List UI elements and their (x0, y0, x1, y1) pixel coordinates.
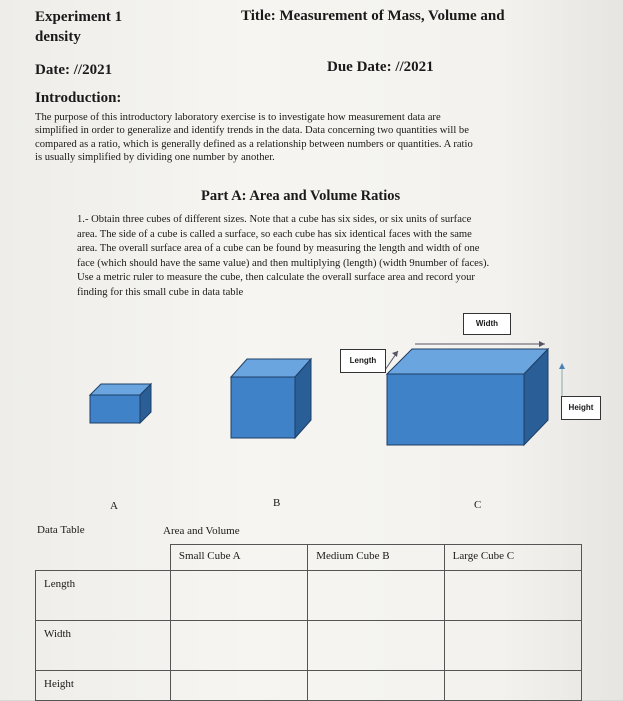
table-input-cell[interactable] (444, 571, 581, 621)
part-a-instructions (77, 213, 587, 301)
intro-line: The purpose of this introductory laboratory exercise is to investigate how measurement data are (35, 112, 441, 123)
table-header-row (36, 545, 582, 571)
large-cube-c (387, 349, 548, 445)
introduction-heading: Introduction: (35, 90, 122, 106)
instruction-line: face (which should have the same value) and then multiplying (length) (width 9number of faces). (77, 257, 490, 269)
table-input-cell[interactable] (308, 621, 444, 671)
instruction-line: area. The side of a cube is called a surface, so each cube has six identical faces with the same (77, 228, 472, 240)
small-cube-a (90, 384, 151, 423)
row-label-cell: Length (36, 571, 171, 621)
document-title: Title: Measurement of Mass, Volume and (241, 8, 505, 24)
medium-cube-b (231, 359, 311, 438)
instruction-line: finding for this small cube in data table (77, 286, 244, 298)
intro-line: is usually simplified by dividing one number by another. (35, 152, 275, 164)
table-row (36, 621, 582, 671)
table-input-cell[interactable] (308, 671, 444, 701)
instruction-line: Use a metric ruler to measure the cube, then calculate the overall surface area and record your (77, 272, 475, 284)
table-header-cell: Medium Cube B (308, 545, 444, 571)
cube-label-c: C (474, 499, 482, 511)
instruction-line: area. The overall surface area of a cube can be found by measuring the length and width of one (77, 243, 480, 255)
table-row (36, 571, 582, 621)
date-field: Date: //2021 (35, 62, 113, 78)
table-header-cell: Small Cube A (170, 545, 307, 571)
table-input-cell[interactable] (308, 571, 444, 621)
cube-label-a: A (110, 500, 118, 512)
data-table-title: Data Table (37, 524, 85, 536)
experiment-label-line2: density (35, 29, 81, 45)
table-input-cell[interactable] (170, 571, 307, 621)
table-input-cell[interactable] (170, 671, 307, 701)
row-label-cell: Width (36, 621, 171, 671)
introduction-paragraph (35, 111, 595, 165)
data-table (35, 544, 582, 701)
height-label: Height (561, 396, 601, 420)
width-label: Width (463, 313, 511, 335)
experiment-label: Experiment 1 (35, 9, 123, 25)
part-a-title: Part A: Area and Volume Ratios (201, 188, 401, 204)
table-input-cell[interactable] (170, 621, 307, 671)
table-input-cell[interactable] (444, 621, 581, 671)
cube-label-b: B (273, 497, 281, 509)
data-table-subtitle: Area and Volume (163, 525, 240, 537)
table-row (36, 671, 582, 701)
intro-line: compared as a ratio, which is generally defined as a relationship between numbers or quantities. A ratio (35, 138, 473, 150)
table-input-cell[interactable] (444, 671, 581, 701)
due-date-field: Due Date: //2021 (327, 59, 434, 75)
table-corner-cell (36, 545, 171, 571)
cubes-figure (0, 300, 623, 515)
instruction-line: 1.- Obtain three cubes of different sizes. Note that a cube has six sides, or six units of surface (77, 214, 472, 225)
row-label-cell: Height (36, 671, 171, 701)
intro-line: simplified in order to generalize and identify trends in the data. Data concerning two quantities will be (35, 125, 469, 137)
length-label: Length (340, 349, 386, 373)
table-header-cell: Large Cube C (444, 545, 581, 571)
